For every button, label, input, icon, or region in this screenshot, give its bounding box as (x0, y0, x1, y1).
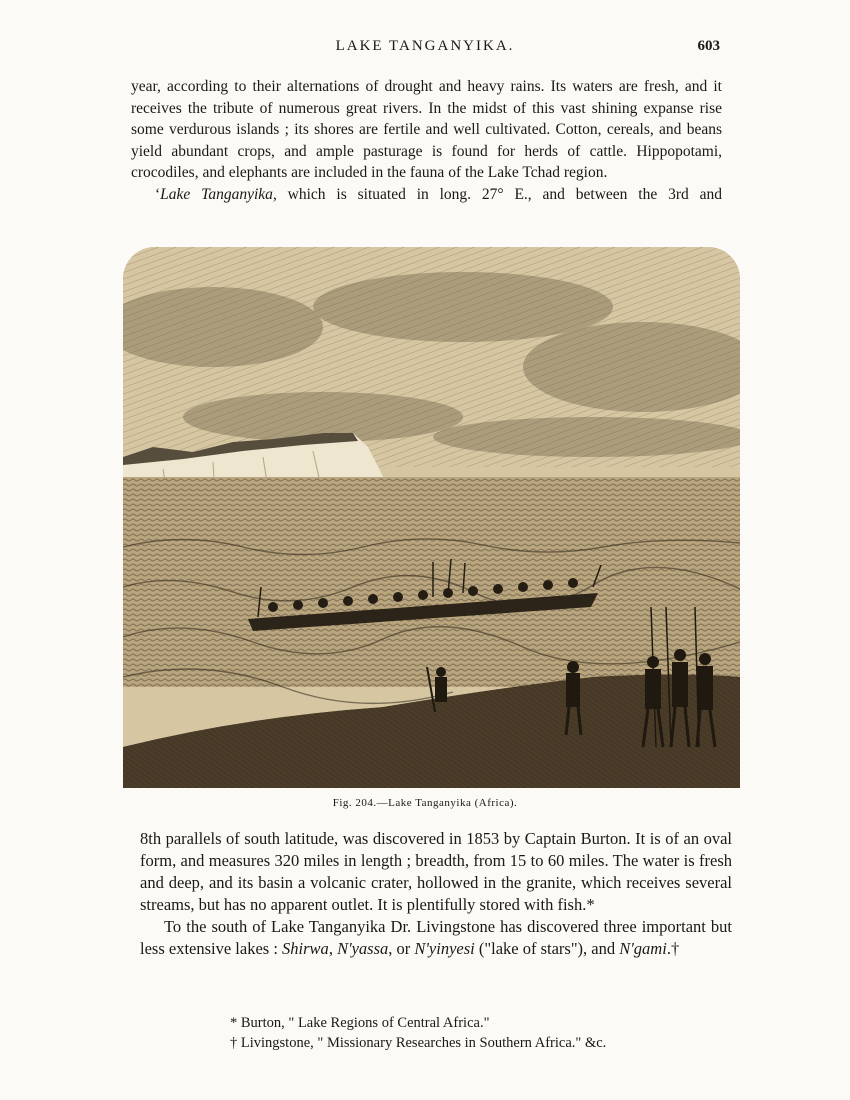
paragraph-livingstone-lakes (140, 916, 732, 960)
lake-shirwa: Shirwa (282, 939, 329, 958)
lakes-intro: To the south of Lake Tanganyika Dr. Livingstone has discovered three important but less extensive lakes : (140, 917, 732, 958)
paragraph-tanganyika-intro: ‘Lake Tanganyika, which is situated in long. 27° E., and between the 3rd and (155, 185, 722, 203)
top-text-block (131, 76, 722, 205)
separator: , (328, 939, 338, 958)
footnote-burton: * Burton, " Lake Regions of Central Africa." (230, 1015, 490, 1031)
engraving-illustration (123, 247, 740, 788)
separator: ("lake of stars"), and (474, 939, 620, 958)
lake-tanganyika-term: Lake Tanganyika (160, 185, 273, 203)
footnote-livingstone: † Livingstone, " Missionary Researches in Southern Africa." &c. (230, 1035, 607, 1051)
lake-ngami: N'gami (619, 939, 667, 958)
lake-nyassa: N'yassa (337, 939, 389, 958)
footnotes (230, 1013, 710, 1053)
engraving-lake-tanganyika (123, 247, 740, 788)
page-number: 603 (697, 38, 720, 54)
page-header (0, 38, 850, 60)
separator: , or (388, 939, 415, 958)
lake-nyinyesi: N'yinyesi (414, 939, 475, 958)
paragraph-tanganyika-description: 8th parallels of south latitude, was discovered in 1853 by Captain Burton. It is of an oval form, and measures 320 miles in length ; breadth, from 15 to 60 miles. The water is fresh and deep, and its basin a volcanic crater, hollowed in the granite, which receives several streams, but has no apparent outlet. It is plentifully stored with fish.* (140, 829, 732, 914)
paragraph-lake-tchad: year, according to their alternations of drought and heavy rains. Its waters are fresh, and it receives the tribute of numerous great rivers. In the midst of this vast shining expanse rise some verdurous islands ; its shores are fertile and well cultivated. Cotton, cereals, and beans yield abundant crops, and ample pasturage is found for herds of cattle. Hippopotami, crocodiles, and elephants are included in the fauna of the Lake Tchad region. (131, 78, 722, 181)
bottom-text-block (140, 828, 732, 960)
figure-caption: Fig. 204.—Lake Tanganyika (Africa). (332, 797, 518, 809)
intro-continuation: , which is situated in long. 27° E., and between the 3rd and (272, 185, 722, 203)
footnote-marker: .† (666, 939, 680, 958)
running-head: LAKE TANGANYIKA. (335, 38, 515, 54)
